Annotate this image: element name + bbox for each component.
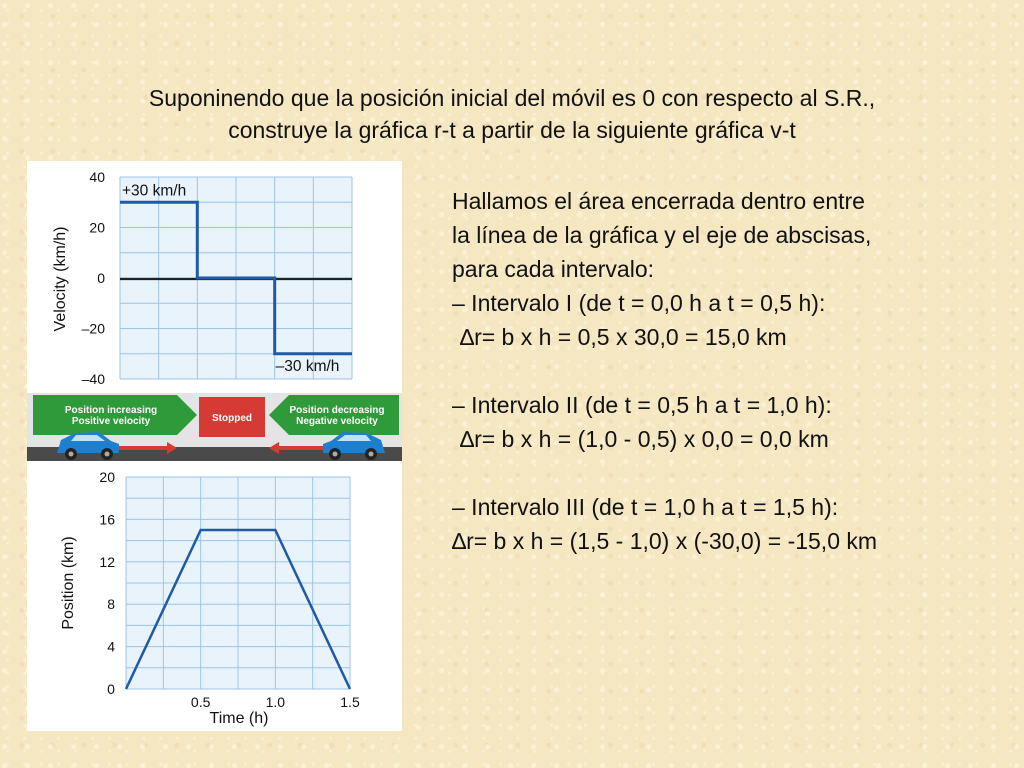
velocity-y-tick-label: 20	[89, 219, 105, 236]
graphs-figure	[27, 161, 402, 731]
position-y-tick-label: 20	[99, 469, 115, 485]
banner-right-line-2: Negative velocity	[296, 416, 378, 427]
interval-1-calc: ∆r= b x h = 0,5 x 30,0 = 15,0 km	[460, 324, 787, 350]
title-line-1: Suponinendo que la posición inicial del móvil es 0 con respecto al S.R.,	[148, 85, 876, 111]
position-y-tick-label: 8	[107, 596, 115, 613]
velocity-y-ticks	[82, 169, 106, 387]
interval-2-heading: – Intervalo II (de t = 0,5 h a t = 1,0 h):	[452, 392, 832, 418]
velocity-y-tick-label: 0	[97, 270, 105, 286]
interval-3-heading: – Intervalo III (de t = 1,0 h a t = 1,5 h):	[452, 494, 839, 520]
position-chart	[60, 469, 360, 727]
velocity-y-tick-label: –40	[81, 371, 105, 387]
explanation-text	[452, 184, 1012, 558]
position-y-tick-label: 12	[99, 553, 115, 570]
position-y-tick-label: 16	[99, 511, 115, 528]
position-y-ticks	[99, 469, 115, 655]
velocity-annotation-negative: –30 km/h	[275, 357, 340, 375]
banner-stopped-label: Stopped	[212, 413, 252, 424]
velocity-chart	[52, 169, 352, 387]
position-x-axis-label: Time (h)	[209, 710, 269, 727]
banner-right-line-1: Position decreasing	[289, 405, 385, 416]
graphs-svg	[27, 161, 402, 731]
velocity-y-axis-label: Velocity (km/h)	[52, 226, 69, 332]
slide-title	[0, 82, 1024, 146]
position-x-tick-label: 1.0	[265, 694, 286, 710]
position-x-origin-label: 0	[107, 681, 115, 697]
motion-banner	[27, 393, 402, 461]
velocity-y-tick-label: –20	[81, 320, 105, 337]
banner-left-line-1: Position increasing	[64, 405, 158, 416]
intro-line-3: para cada intervalo:	[452, 256, 655, 282]
position-x-tick-label: 1.5	[340, 694, 360, 710]
interval-3-calc: ∆r= b x h = (1,5 - 1,0) x (-30,0) = -15,0 km	[452, 528, 878, 554]
title-line-2: construye la gráfica r-t a partir de la siguiente gráfica v-t	[228, 117, 796, 143]
intro-line-2: la línea de la gráfica y el eje de abscisas,	[452, 222, 872, 248]
interval-1-heading: – Intervalo I (de t = 0,0 h a t = 0,5 h):	[452, 290, 826, 316]
intro-line-1: Hallamos el área encerrada dentro entre	[452, 188, 865, 214]
position-y-axis-label: Position (km)	[60, 536, 77, 630]
velocity-y-tick-label: 40	[89, 169, 105, 185]
position-x-ticks	[191, 694, 360, 710]
interval-2-calc: ∆r= b x h = (1,0 - 0,5) x 0,0 = 0,0 km	[460, 426, 829, 452]
position-x-tick-label: 0.5	[190, 694, 211, 710]
position-y-tick-label: 4	[107, 638, 115, 655]
banner-left-line-2: Positive velocity	[71, 416, 151, 427]
velocity-annotation-positive: +30 km/h	[122, 182, 187, 200]
